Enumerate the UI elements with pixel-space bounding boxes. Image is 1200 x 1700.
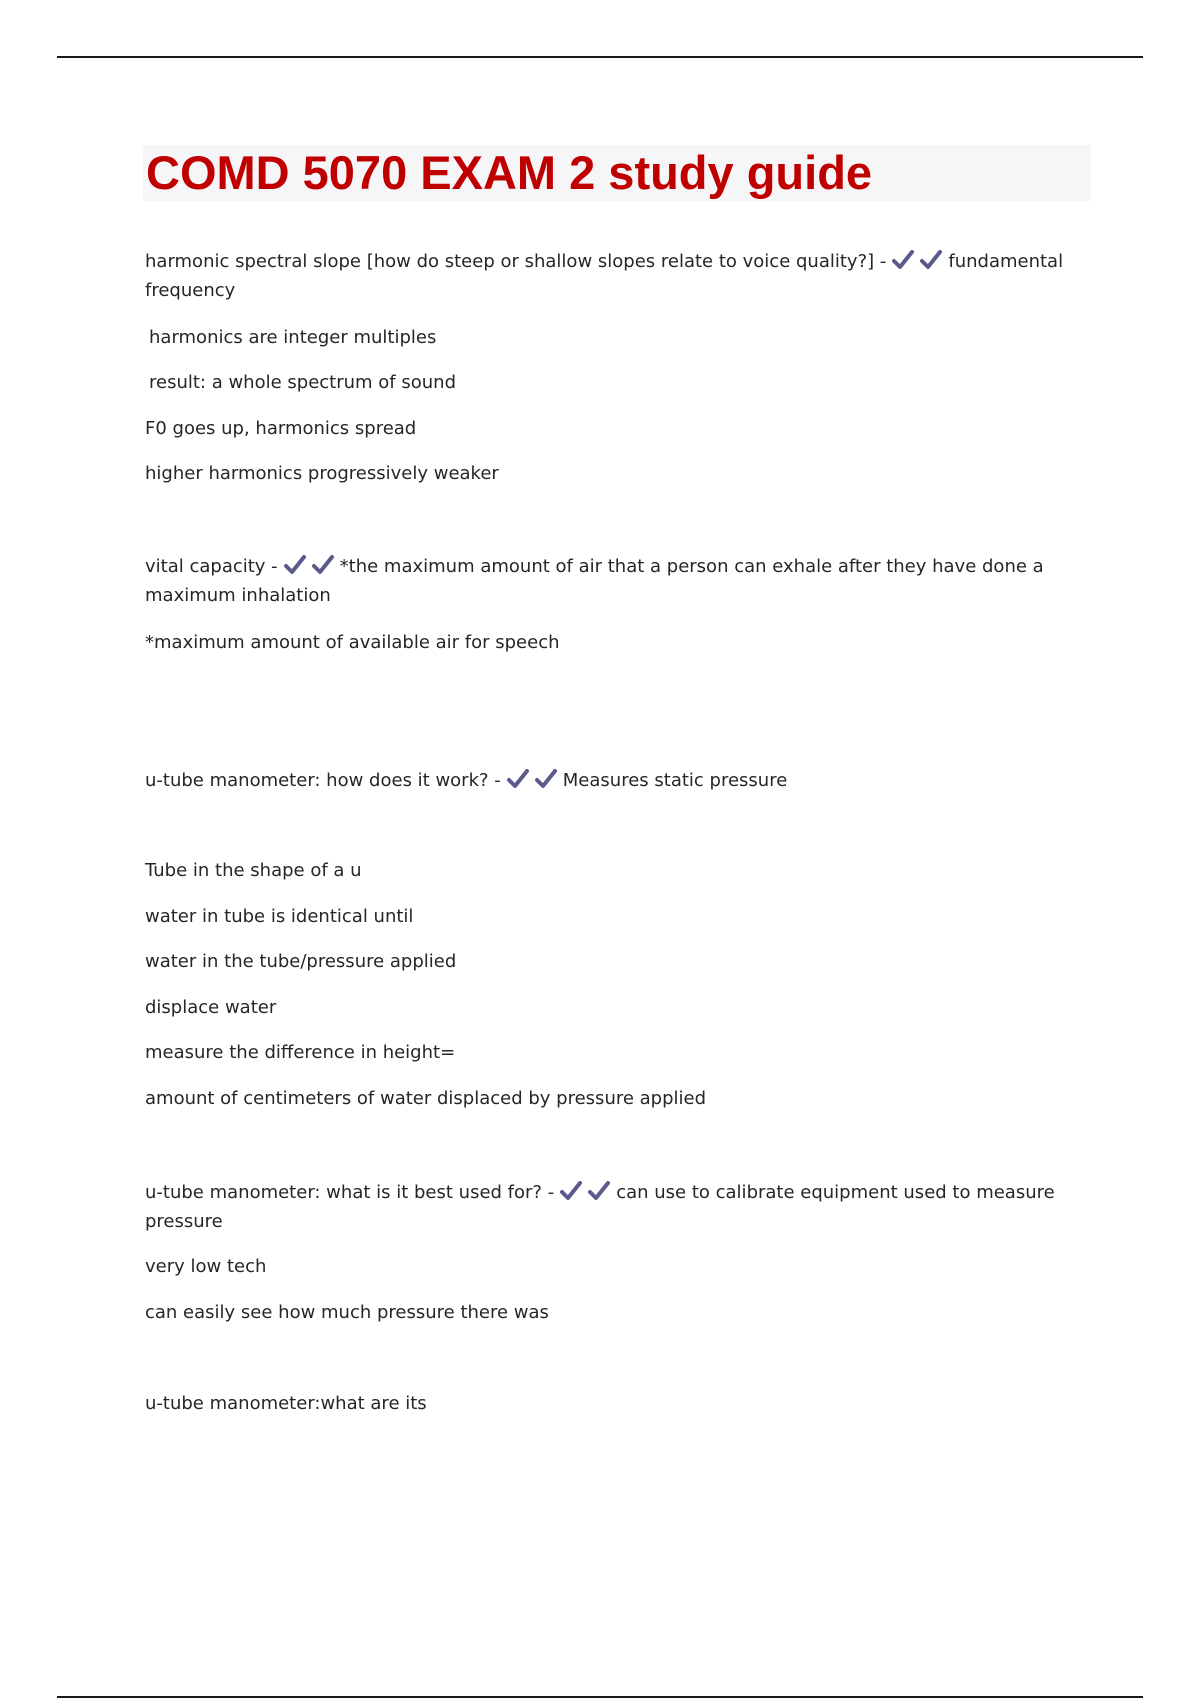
entry-note: Tube in the shape of a u — [145, 860, 362, 881]
entry-note: harmonics are integer multiples — [149, 327, 437, 348]
entry-question-line — [145, 769, 787, 792]
entry-note: water in the tube/pressure applied — [145, 951, 457, 972]
top-rule — [57, 56, 1143, 58]
entry-note: result: a whole spectrum of sound — [149, 372, 457, 393]
entry-note: water in tube is identical until — [145, 906, 414, 927]
entry-note: higher harmonics progressively weaker — [145, 463, 499, 484]
entry-answer: fundamental — [948, 251, 1064, 272]
entry-answer-continued: pressure — [145, 1211, 223, 1232]
entry-question: u-tube manometer: what is it best used for? - — [145, 1182, 555, 1203]
entry-note: measure the difference in height= — [145, 1042, 456, 1063]
entry-question: harmonic spectral slope [how do steep or shallow slopes relate to voice quality?] - — [145, 251, 887, 272]
checkmark-icon — [312, 555, 334, 575]
bottom-rule — [57, 1696, 1143, 1698]
check-pair — [558, 1181, 614, 1204]
entry-note: very low tech — [145, 1256, 267, 1277]
entry-note: can easily see how much pressure there was — [145, 1302, 549, 1323]
entry-answer-continued: frequency — [145, 280, 236, 301]
entry-answer-continued: maximum inhalation — [145, 585, 331, 606]
checkmark-icon — [588, 1181, 610, 1201]
entry-question: vital capacity - — [145, 556, 278, 577]
checkmark-icon — [892, 250, 914, 270]
entry-question-line — [145, 250, 1063, 273]
check-pair — [890, 250, 946, 273]
page-title: COMD 5070 EXAM 2 study guide — [146, 146, 873, 199]
check-pair — [282, 555, 338, 578]
checkmark-icon — [920, 250, 942, 270]
checkmark-icon — [560, 1181, 582, 1201]
entry-question: u-tube manometer:what are its — [145, 1393, 427, 1414]
entry-note: *maximum amount of available air for speech — [145, 632, 560, 653]
entry-question-line — [145, 1181, 1055, 1204]
checkmark-icon — [507, 769, 529, 789]
entry-note: amount of centimeters of water displaced by pressure applied — [145, 1088, 707, 1109]
entry-note: displace water — [145, 997, 277, 1018]
check-pair — [505, 769, 561, 792]
entry-answer: *the maximum amount of air that a person can exhale after they have done a — [339, 556, 1044, 577]
checkmark-icon — [284, 555, 306, 575]
checkmark-icon — [535, 769, 557, 789]
entry-answer: can use to calibrate equipment used to measure — [616, 1182, 1055, 1203]
entry-note: F0 goes up, harmonics spread — [145, 418, 417, 439]
entry-question-line — [145, 555, 1044, 578]
entry-question: u-tube manometer: how does it work? - — [145, 770, 501, 791]
entry-answer: Measures static pressure — [562, 770, 788, 791]
